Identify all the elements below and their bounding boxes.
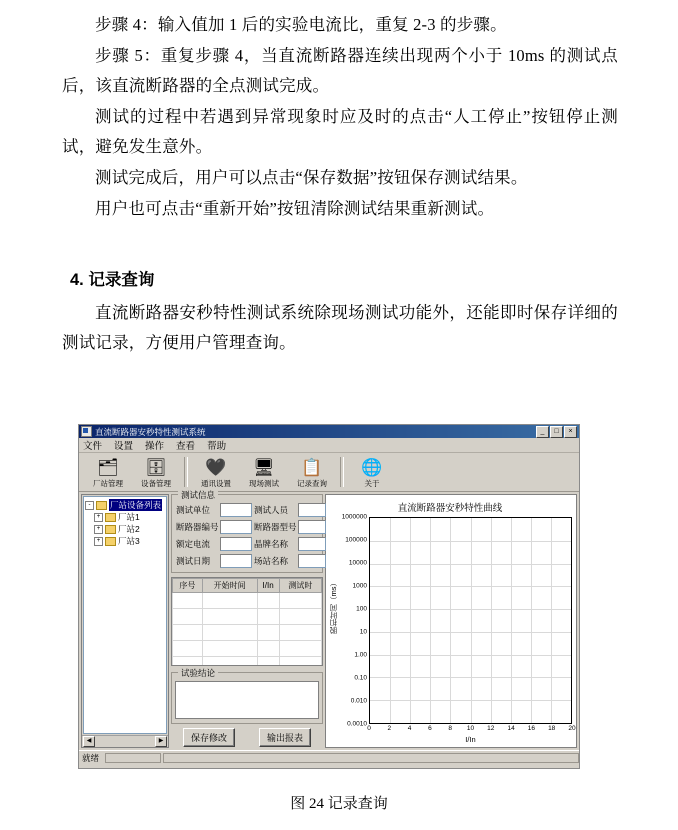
toolbar — [79, 453, 579, 492]
paragraph-restart: 用户也可点击“重新开始”按钮清除测试结果重新测试。 — [95, 199, 495, 218]
x-tick: 8 — [448, 725, 452, 732]
input-brand-name[interactable] — [298, 537, 326, 551]
input-breaker-id[interactable] — [220, 520, 252, 534]
maximize-button[interactable]: □ — [550, 426, 563, 438]
table-row[interactable] — [173, 657, 322, 667]
toolbar-label: 现场测试 — [249, 478, 279, 488]
globe-icon: 🌐 — [361, 457, 383, 477]
table-header-row — [173, 579, 322, 593]
toolbar-label: 关于 — [364, 478, 380, 488]
x-tick: 6 — [428, 725, 432, 732]
x-tick: 16 — [527, 725, 536, 732]
folder-icon — [105, 537, 116, 546]
chart-title: 直流断路器安秒特性曲线 — [397, 503, 503, 514]
toolbar-separator — [340, 457, 344, 487]
x-tick: 20 — [568, 725, 576, 732]
expand-icon[interactable]: - — [85, 501, 94, 510]
tree-node-label: 厂站设备列表 — [110, 500, 162, 510]
table-row[interactable] — [173, 593, 322, 609]
input-station-name[interactable] — [298, 554, 326, 568]
input-test-unit[interactable] — [220, 503, 252, 517]
y-tick: 1000 — [352, 582, 367, 590]
figure-application-screenshot — [78, 424, 580, 769]
label-station-name: 场站名称 — [254, 556, 289, 566]
toolbar-label: 记录查询 — [297, 478, 327, 488]
table-row[interactable] — [173, 641, 322, 657]
tree-node-label: 厂站2 — [118, 524, 140, 534]
menu-item-operation[interactable]: 操作 — [145, 441, 165, 452]
y-tick: 100 — [356, 605, 367, 613]
input-tester[interactable] — [298, 503, 326, 517]
tree-node-label: 厂站3 — [118, 536, 140, 546]
work-area — [79, 492, 579, 750]
statusbar-cell-2 — [163, 753, 579, 763]
y-tick: 100000 — [345, 536, 367, 544]
y-tick: 1.00 — [354, 651, 367, 659]
record-table-wrapper[interactable] — [171, 577, 323, 666]
station-tree[interactable] — [83, 496, 167, 734]
label-test-date: 测试日期 — [176, 556, 211, 566]
paragraph-save-data: 测试完成后，用户可以点击“保存数据”按钮保存测试结果。 — [95, 168, 528, 187]
y-tick: 10 — [359, 628, 367, 636]
label-tester: 测试人员 — [254, 505, 289, 515]
test-info-panel — [171, 490, 323, 748]
figure-caption: 图 24 记录查询 — [290, 796, 388, 812]
spacer — [62, 225, 618, 243]
chart-x-ticks — [367, 724, 576, 735]
folder-icon — [105, 513, 116, 522]
tree-node-label: 厂站1 — [118, 512, 140, 522]
x-tick: 14 — [507, 725, 515, 732]
toolbar-label: 设备管理 — [141, 478, 171, 488]
stack-icon: 🗄 — [145, 457, 167, 477]
toolbar-button-about[interactable] — [349, 457, 395, 488]
input-test-date[interactable] — [220, 554, 252, 568]
x-tick: 0 — [367, 725, 371, 732]
test-info-title: 测试信息 — [178, 489, 218, 501]
plug-icon: 🖤 — [205, 457, 227, 477]
folder-icon — [105, 525, 116, 534]
toolbar-button-device-manage[interactable] — [133, 457, 179, 488]
table-row[interactable] — [173, 609, 322, 625]
close-button[interactable]: × — [564, 426, 577, 438]
save-changes-button[interactable]: 保存修改 — [183, 728, 235, 747]
chart-y-ticks — [339, 513, 369, 728]
horizontal-scrollbar[interactable] — [82, 735, 168, 747]
menu-item-view[interactable]: 查看 — [176, 441, 196, 452]
document-body — [62, 10, 618, 359]
paragraph-record-query: 直流断路器安秒特性测试系统除现场测试功能外，还能即时保存详细的测试记录，方便用户管理查询。 — [62, 303, 618, 352]
folder-icon — [96, 501, 107, 510]
y-tick: 1000000 — [341, 513, 367, 521]
test-info-fields — [172, 495, 322, 572]
app-icon — [81, 426, 92, 437]
window-titlebar — [79, 425, 579, 438]
column-current-ratio: I/In — [257, 579, 279, 593]
section-heading: 4. 记录查询 — [70, 271, 155, 289]
conclusion-input[interactable] — [175, 681, 319, 719]
input-breaker-model[interactable] — [298, 520, 326, 534]
minimize-button[interactable]: _ — [536, 426, 549, 438]
scroll-left-icon[interactable]: ◀ — [83, 736, 95, 747]
statusbar-cell-1 — [105, 753, 161, 763]
x-tick: 12 — [487, 725, 495, 732]
tree-node-station3[interactable] — [85, 535, 165, 547]
paragraph-abnormal-stop: 测试的过程中若遇到异常现象时应及时的点击“人工停止”按钮停止测试，避免发生意外。 — [62, 107, 618, 156]
tree-node-station2[interactable] — [85, 523, 165, 535]
expand-icon[interactable]: + — [94, 525, 103, 534]
scroll-right-icon[interactable]: ▶ — [155, 736, 167, 747]
paragraph-step4: 步骤 4：输入值加 1 后的实验电流比，重复 2-3 的步骤。 — [95, 15, 507, 34]
toolbar-button-station-manage[interactable] — [85, 457, 131, 488]
toolbar-separator — [184, 457, 188, 487]
label-test-unit: 测试单位 — [176, 505, 211, 515]
table-row[interactable] — [173, 625, 322, 641]
chart-body — [328, 513, 572, 728]
toolbar-label: 厂站管理 — [93, 478, 123, 488]
paragraph-step5: 步骤 5：重复步骤 4，当直流断路器连续出现两个小于 10ms 的测试点后，该直流断路器的全点测试完成。 — [62, 46, 618, 95]
record-table — [172, 578, 322, 666]
menu-item-settings[interactable]: 设置 — [114, 441, 134, 452]
menu-item-help[interactable]: 帮助 — [207, 441, 227, 452]
chart-plot-area — [369, 517, 572, 724]
menu-item-file[interactable]: 文件 — [83, 441, 103, 452]
tree-node-station1[interactable] — [85, 511, 165, 523]
expand-icon[interactable]: + — [94, 513, 103, 522]
monitor-icon: 🖥 — [253, 457, 275, 477]
x-tick: 2 — [387, 725, 392, 732]
x-tick: 18 — [548, 725, 556, 732]
label-rated-current: 额定电流 — [176, 539, 211, 549]
toolbar-button-record-query[interactable] — [289, 457, 335, 488]
y-tick: 0.0010 — [347, 720, 367, 728]
export-report-button[interactable]: 输出报表 — [259, 728, 311, 747]
folders-icon: 🗂 — [97, 457, 119, 477]
toolbar-button-comm-settings[interactable] — [193, 457, 239, 488]
x-tick: 10 — [466, 725, 475, 732]
window-title: 直流断路器安秒特性测试系统 — [95, 426, 206, 437]
conclusion-title: 试验结论 — [178, 667, 218, 679]
label-brand-name: 晶牌名称 — [254, 539, 289, 549]
statusbar-text: 就绪 — [82, 752, 100, 763]
menubar — [79, 438, 579, 453]
toolbar-button-field-test[interactable] — [241, 457, 287, 488]
chart-x-axis-label: I/In — [465, 735, 476, 744]
x-tick: 4 — [407, 725, 412, 732]
action-buttons — [171, 726, 323, 748]
chart-panel — [325, 494, 577, 748]
column-test-time: 测试时 — [279, 579, 321, 593]
station-list-panel — [81, 494, 169, 748]
expand-icon[interactable]: + — [94, 537, 103, 546]
y-tick: 0.010 — [350, 697, 367, 705]
report-icon: 📋 — [301, 457, 323, 477]
label-breaker-id: 断路器编号 — [176, 522, 219, 532]
input-rated-current[interactable] — [220, 537, 252, 551]
toolbar-label: 通讯设置 — [201, 478, 231, 488]
label-breaker-model: 断路器型号 — [254, 522, 297, 532]
y-tick: 0.10 — [354, 674, 367, 682]
chart-y-axis-label: 脱扣时间（ms） — [329, 579, 338, 634]
column-index: 序号 — [173, 579, 203, 593]
test-info-group — [171, 490, 323, 573]
conclusion-group — [171, 668, 323, 724]
statusbar — [79, 750, 579, 764]
column-start-time: 开始时间 — [202, 579, 257, 593]
tree-node-root[interactable] — [85, 499, 165, 511]
y-tick: 10000 — [348, 559, 367, 567]
window-buttons — [536, 426, 577, 438]
